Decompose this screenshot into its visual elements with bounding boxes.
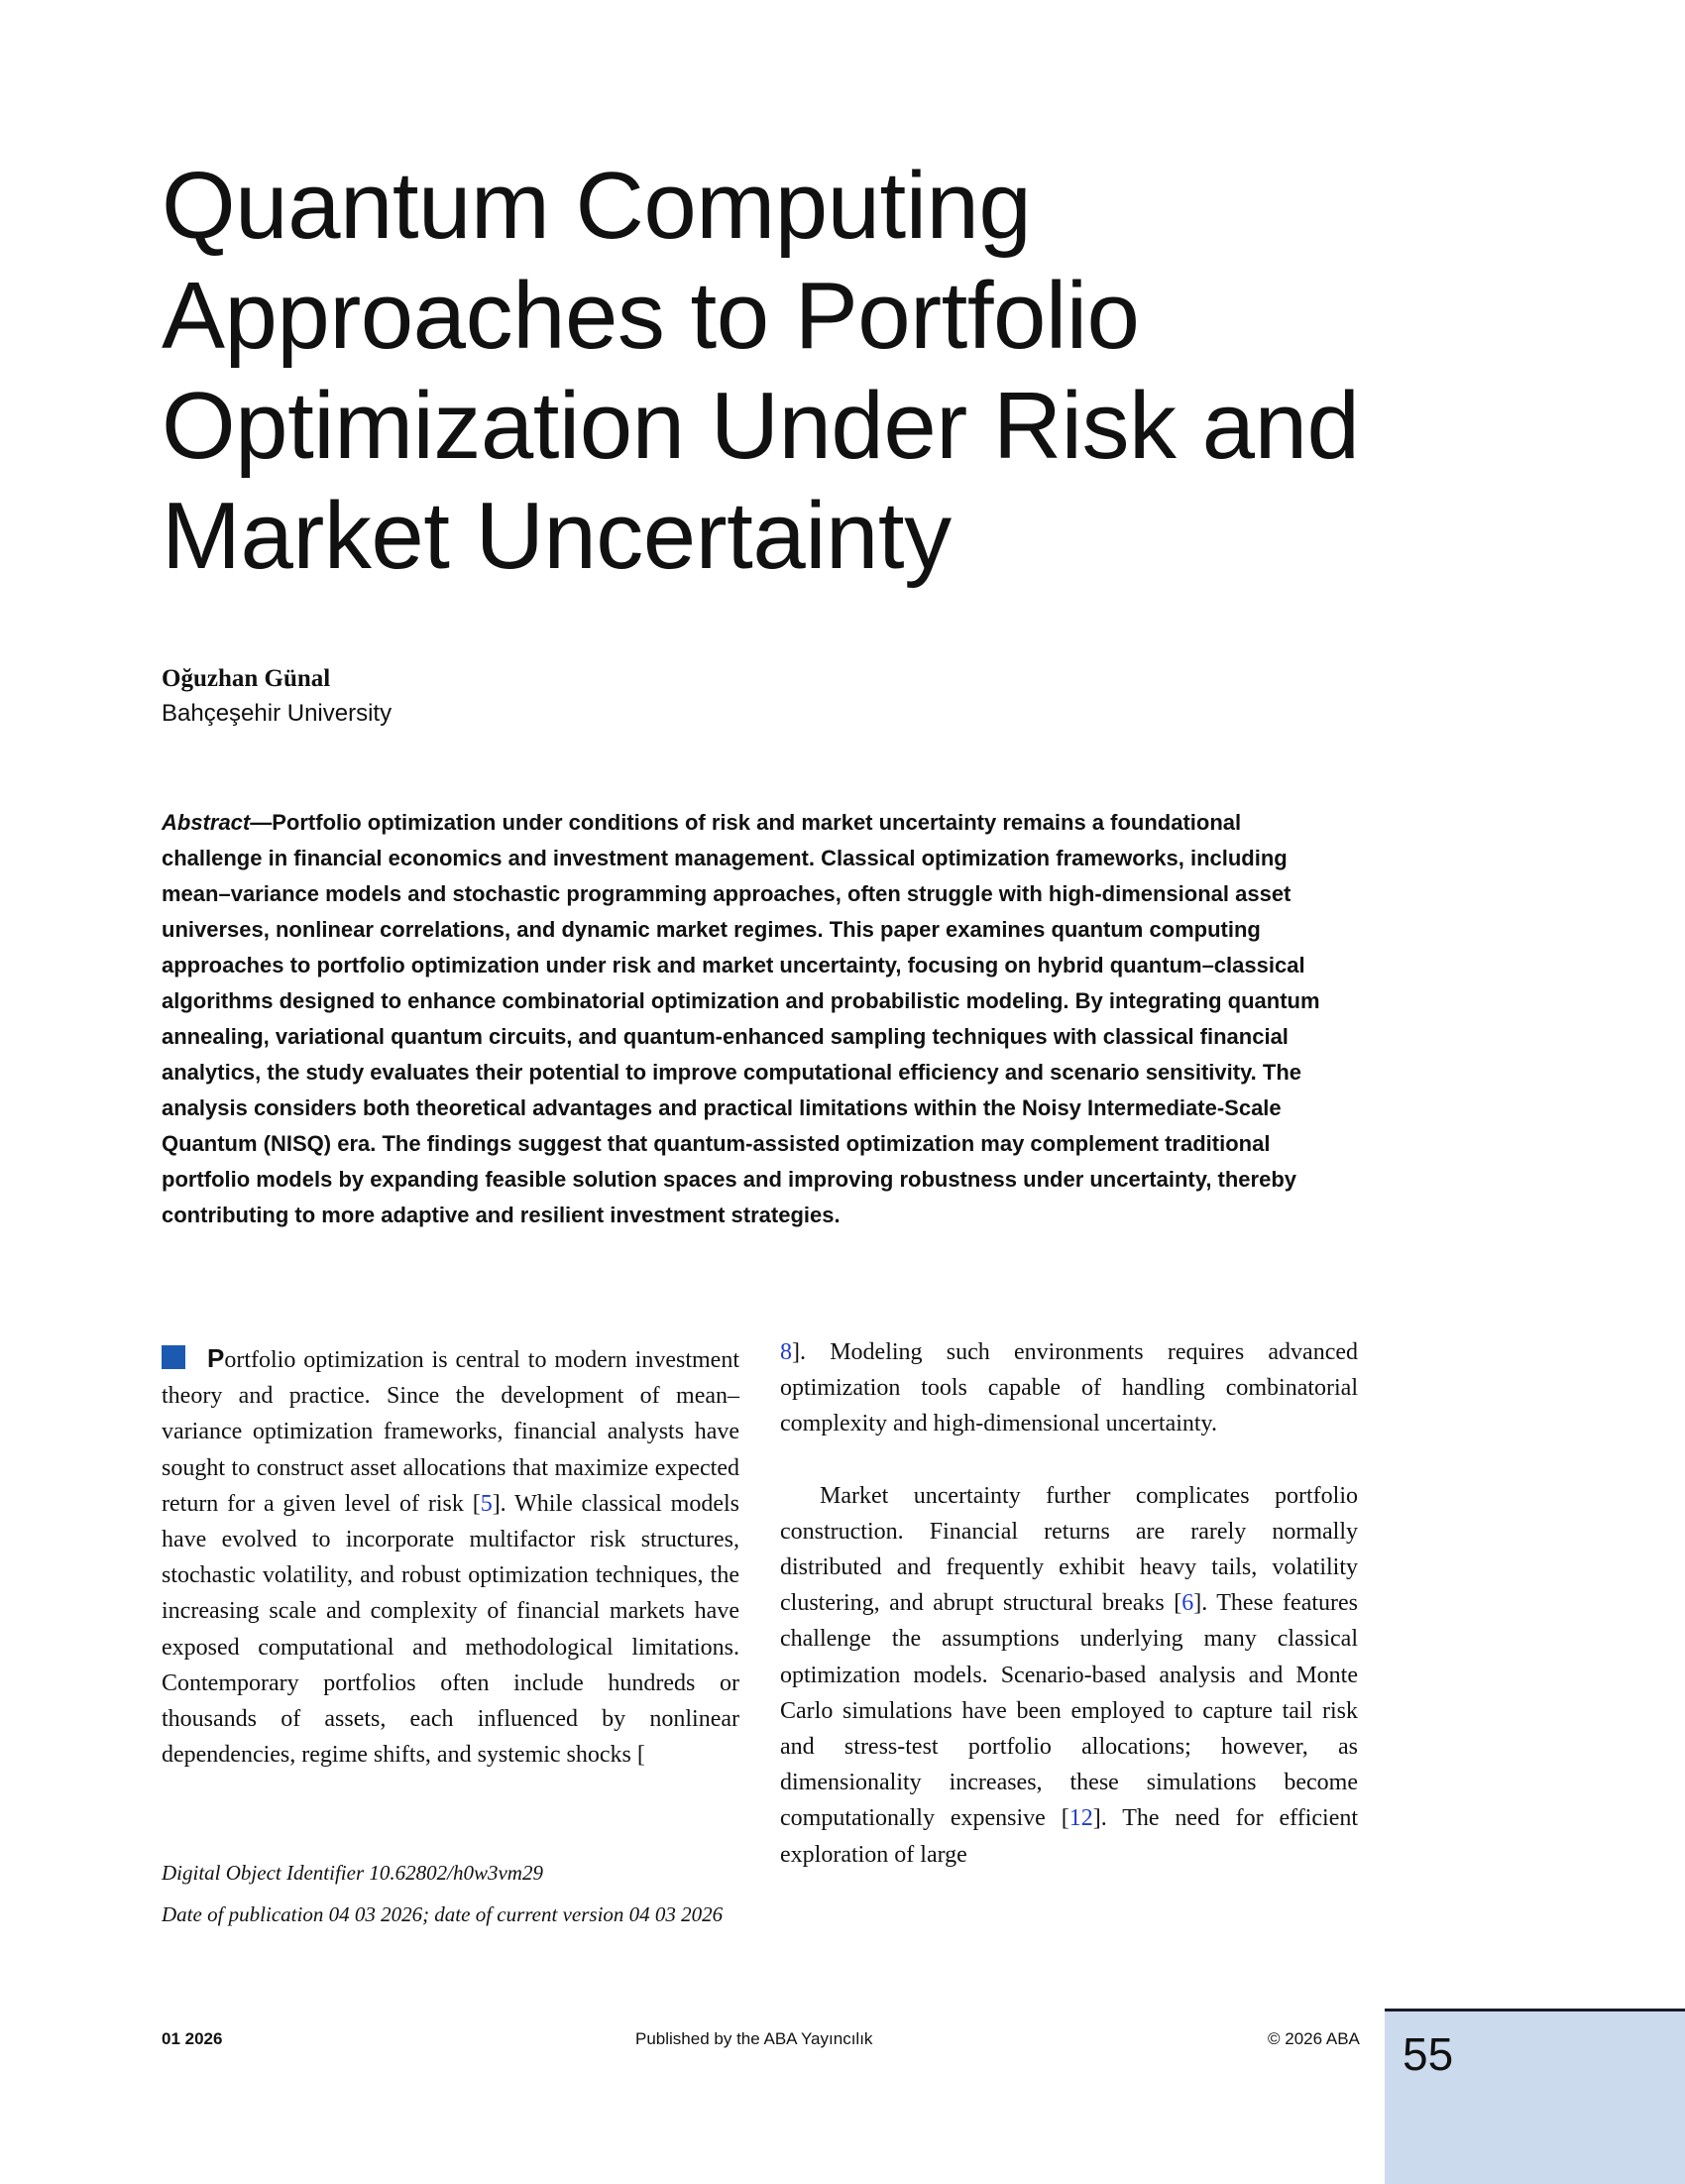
- body-paragraph-1-cont: [780, 1334, 1358, 1442]
- footer-copyright: © 2026 ABA: [1268, 2029, 1360, 2048]
- paragraph-text: ]. The need for efficient exploration of large: [780, 1805, 1359, 1868]
- body-column-right: [780, 1334, 1358, 1873]
- body-column-left: [162, 1340, 739, 1773]
- page-number-box: [1385, 2009, 1685, 2184]
- author-name: Oğuzhan Günal: [162, 665, 331, 692]
- paragraph-text: ]. While classical models have evolved to incorporate multifactor risk structures, stochastic volatility, and robust optimization techniques, the increasing scale and complexity of financial markets have exposed computational and methodological limitations. Contemporary portfolios often include hundreds or thousands of assets, each influenced by nonlinear dependencies, regime shifts, and systemic shocks [: [162, 1490, 739, 1769]
- abstract: [162, 805, 1346, 1233]
- author-affiliation: Bahçeşehir University: [162, 700, 393, 727]
- abstract-label: Abstract: [162, 810, 251, 835]
- doi-identifier: Digital Object Identifier 10.62802/h0w3vm29: [162, 1861, 543, 1885]
- dropcap-letter: P: [207, 1343, 225, 1373]
- publication-dates: Date of publication 04 03 2026; date of current version 04 03 2026: [162, 1902, 724, 1926]
- citation-link[interactable]: 5: [480, 1490, 493, 1517]
- section-marker-square: [162, 1345, 185, 1369]
- paragraph-text: ]. These features challenge the assumptions underlying many classical optimization models. Scenario-based analysis and Monte Carlo simulations have been employed to capture tail risk and stress-test portfolio allocations; however, as dimensionality increases, these simulations become computationally expensive [: [780, 1590, 1358, 1832]
- doi-note: [162, 1852, 739, 1935]
- footer-publisher: Published by the ABA Yayıncılık: [635, 2029, 873, 2048]
- footer-issue: 01 2026: [162, 2029, 223, 2048]
- paragraph-text: ortfolio optimization is central to modern investment theory and practice. Since the development of mean–variance optimization frameworks, financial analysts have sought to construct asset allocations that maximize expected return for a given level of risk [: [162, 1347, 739, 1517]
- citation-link[interactable]: 12: [1068, 1805, 1093, 1832]
- body-paragraph-2: [780, 1478, 1358, 1873]
- paragraph-text: Market uncertainty further complicates portfolio construction. Financial returns are rarely normally distributed and frequently exhibit heavy tails, volatility clustering, and abrupt structural breaks [: [780, 1482, 1358, 1617]
- paragraph-text: ]. Modeling such environments requires advanced optimization tools capable of handling combinatorial complexity and high-dimensional uncertainty.: [780, 1339, 1358, 1437]
- body-paragraph-1: [162, 1340, 739, 1773]
- page-number: 55: [1403, 2028, 1454, 2080]
- citation-link[interactable]: 8: [780, 1339, 792, 1365]
- paper-title: Quantum Computing Approaches to Portfolio Optimization Under Risk and Market Uncertainty: [162, 153, 1360, 589]
- citation-link[interactable]: 6: [1181, 1590, 1194, 1617]
- abstract-text: —Portfolio optimization under conditions of risk and market uncertainty remains a foundational challenge in financial economics and investment management. Classical optimization frameworks, including mean–variance models and stochastic programming approaches, often struggle with high-dimensional asset universes, nonlinear correlations, and dynamic market regimes. This paper examines quantum computing approaches to portfolio optimization under risk and market uncertainty, focusing on hybrid quantum–classical algorithms designed to enhance combinatorial optimization and probabilistic modeling. By integrating quantum annealing, variational quantum circuits, and quantum-enhanced sampling techniques with classical financial analytics, the study evaluates their potential to improve computational efficiency and scenario sensitivity. The analysis considers both theoretical advantages and practical limitations within the Noisy Intermediate-Scale Quantum (NISQ) era. The findings suggest that quantum-assisted optimization may complement traditional portfolio models by expanding feasible solution spaces and improving robustness under uncertainty, thereby contributing to more adaptive and resilient investment strategies.: [162, 810, 1320, 1227]
